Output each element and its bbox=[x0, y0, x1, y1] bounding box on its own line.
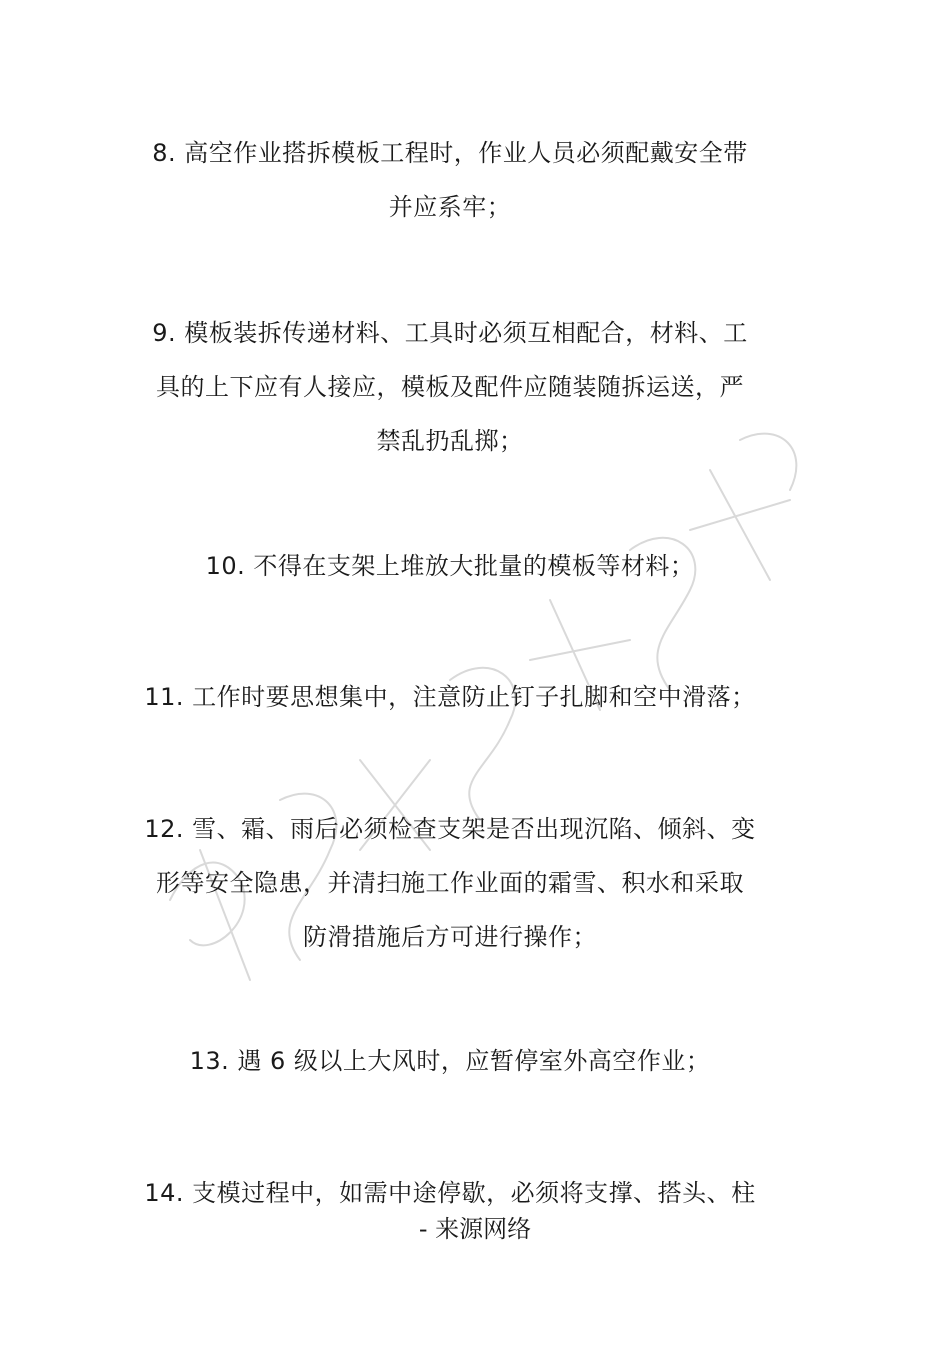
list-item bbox=[140, 306, 760, 468]
item-line: 12. 雪、霜、雨后必须检查支架是否出现沉陷、倾斜、变 bbox=[144, 815, 756, 843]
item-line: 10. 不得在支架上堆放大批量的模板等材料； bbox=[205, 552, 695, 580]
item-line: 13. 遇 6 级以上大风时，应暂停室外高空作业； bbox=[189, 1047, 711, 1075]
list-item bbox=[140, 1034, 760, 1088]
item-line: 9. 模板装拆传递材料、工具时必须互相配合，材料、工 bbox=[152, 319, 748, 347]
item-line: 8. 高空作业搭拆模板工程时，作业人员必须配戴安全带 bbox=[152, 139, 748, 167]
item-line: 防滑措施后方可进行操作； bbox=[303, 923, 597, 951]
list-item bbox=[140, 126, 760, 234]
list-item bbox=[140, 802, 760, 964]
item-line: 具的上下应有人接应，模板及配件应随装随拆运送，严 bbox=[156, 373, 744, 401]
page-footer: - 来源网络 bbox=[418, 1215, 532, 1243]
item-line: 并应系牢； bbox=[388, 193, 512, 221]
item-line: 14. 支模过程中，如需中途停歇，必须将支撑、搭头、柱 bbox=[144, 1179, 756, 1207]
item-line: 禁乱扔乱掷； bbox=[376, 427, 524, 455]
item-line: 11. 工作时要思想集中，注意防止钉子扎脚和空中滑落； bbox=[144, 683, 756, 711]
list-item bbox=[140, 539, 760, 593]
item-line: 形等安全隐患，并清扫施工作业面的霜雪、积水和采取 bbox=[156, 869, 744, 897]
list-item bbox=[140, 670, 760, 724]
